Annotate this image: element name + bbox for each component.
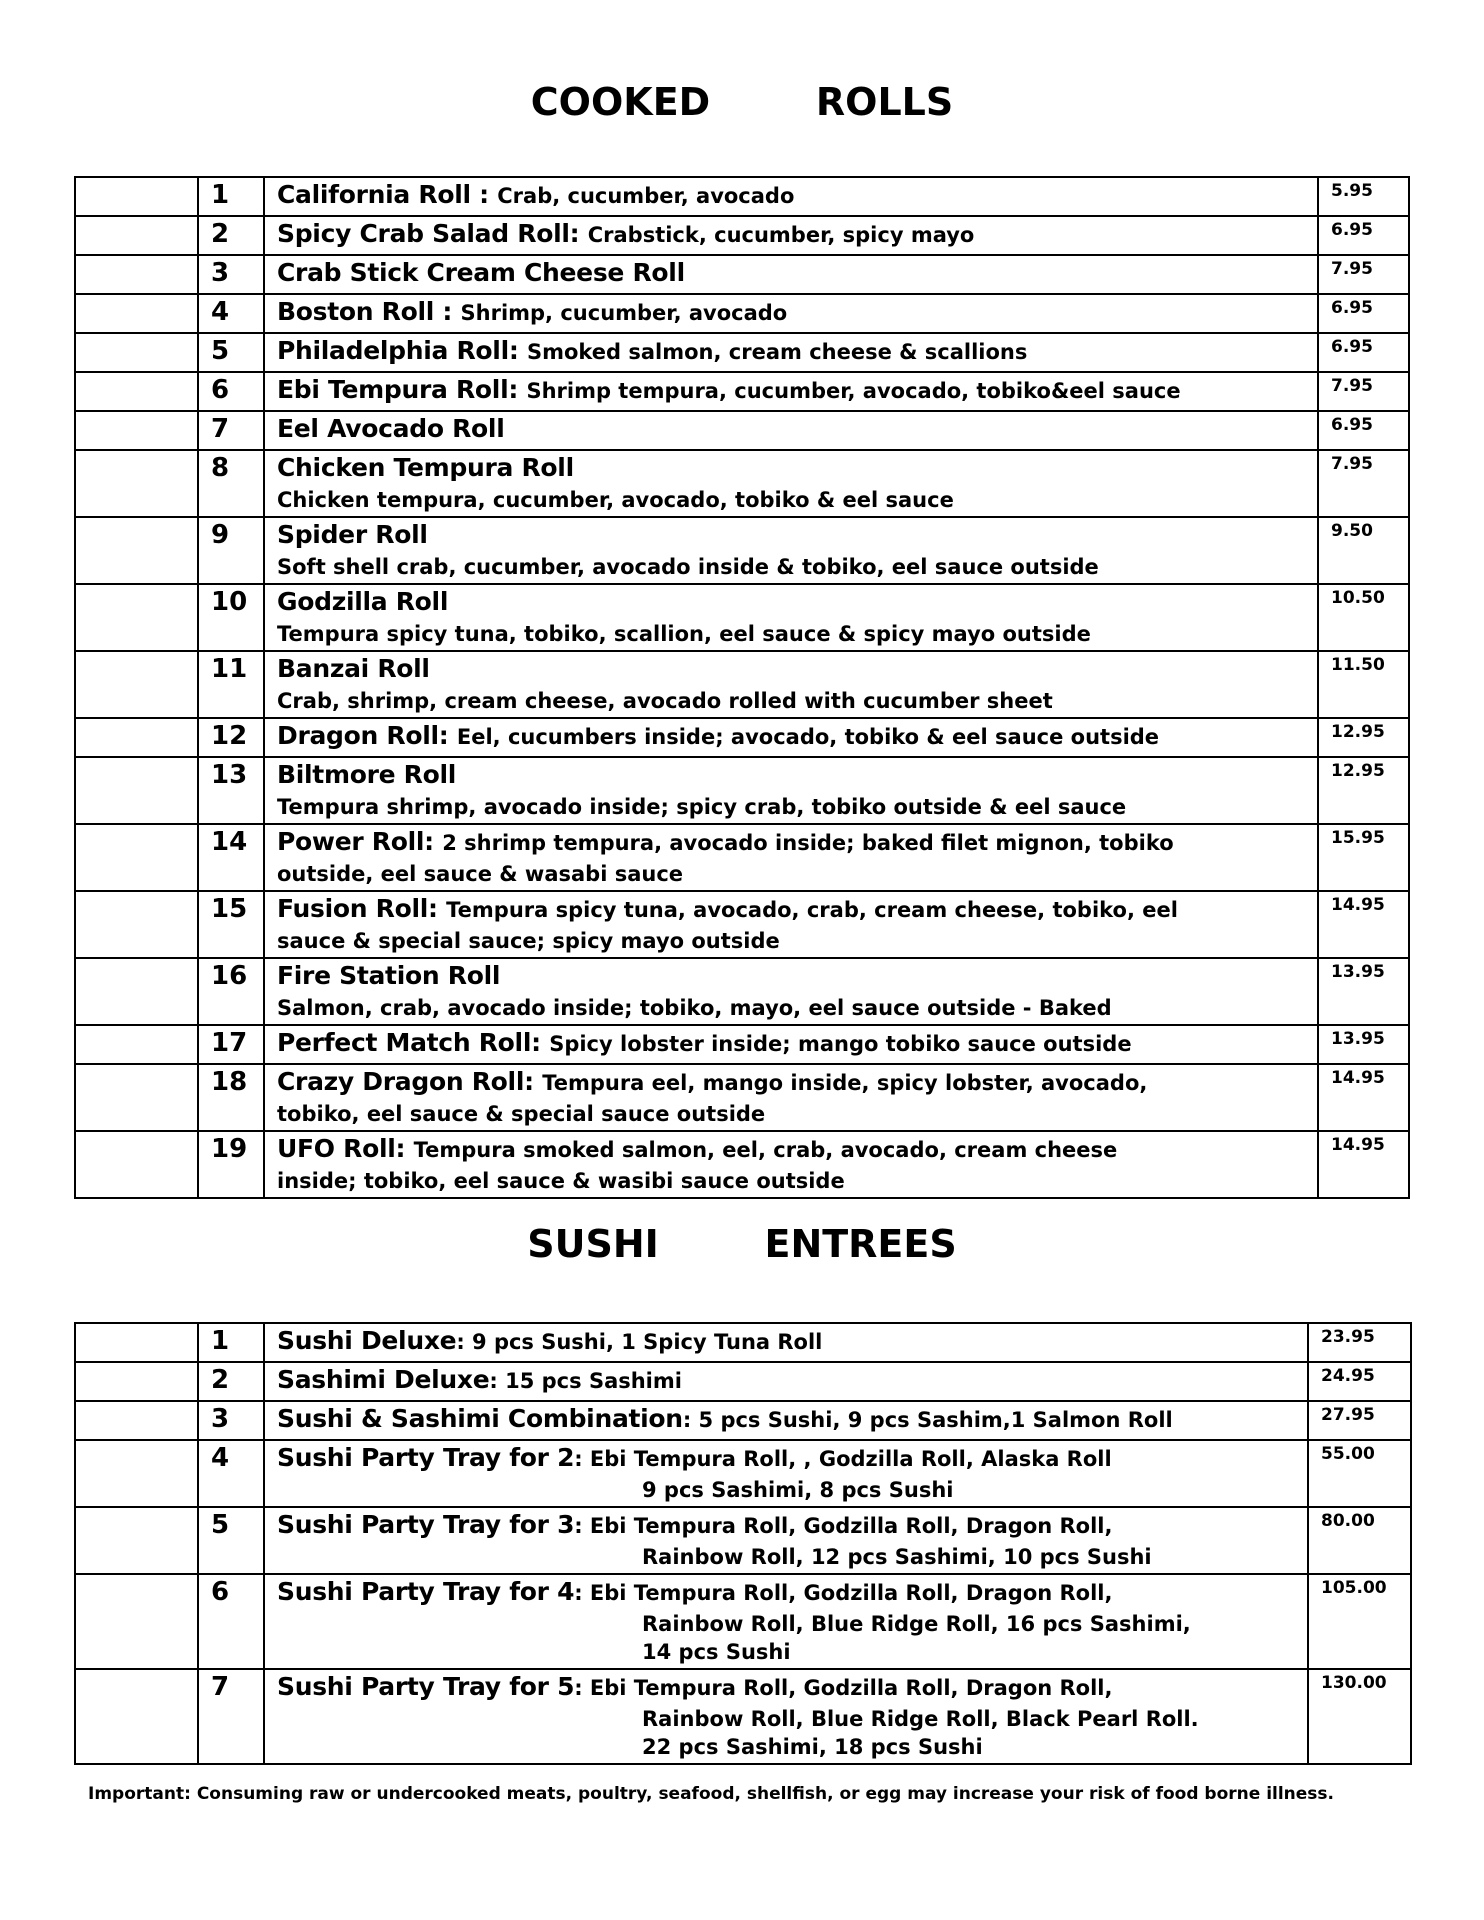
item-price: 7.95	[1318, 255, 1409, 294]
item-contents: : Ebi Tempura Roll, , Godzilla Roll, Alaska Roll	[574, 1447, 1112, 1471]
cooked-rolls-title: COOKED ROLLS	[530, 80, 954, 124]
table-row	[75, 1401, 1411, 1440]
blank-cell	[75, 372, 198, 411]
item-name: Fusion Roll:	[277, 894, 447, 923]
table-row	[75, 255, 1409, 294]
table-row	[75, 651, 1409, 718]
item-ingredients-line2: sauce & special sauce; spicy mayo outside	[277, 929, 780, 953]
blank-cell	[75, 177, 198, 216]
blank-cell	[75, 1323, 198, 1362]
table-row	[75, 1025, 1409, 1064]
item-description	[264, 651, 1318, 718]
item-description	[264, 333, 1318, 372]
item-number: 18	[198, 1064, 264, 1131]
item-number: 13	[198, 757, 264, 824]
blank-cell	[75, 255, 198, 294]
item-name: Dragon Roll:	[277, 721, 457, 750]
blank-cell	[75, 824, 198, 891]
item-contents: : 5 pcs Sushi, 9 pcs Sashim,1 Salmon Roll	[682, 1408, 1173, 1432]
item-number: 10	[198, 584, 264, 651]
table-row	[75, 177, 1409, 216]
item-description	[264, 1131, 1318, 1198]
table-row	[75, 294, 1409, 333]
item-description	[264, 757, 1318, 824]
table-row	[75, 757, 1409, 824]
item-name: Fire Station Roll	[277, 961, 501, 990]
blank-cell	[75, 1440, 198, 1507]
blank-cell	[75, 1025, 198, 1064]
item-description	[264, 1064, 1318, 1131]
item-number: 15	[198, 891, 264, 958]
item-price: 9.50	[1318, 517, 1409, 584]
item-description	[264, 718, 1318, 757]
item-name: Sushi Party Tray for 3	[277, 1510, 575, 1539]
item-number: 3	[198, 255, 264, 294]
item-description	[264, 216, 1318, 255]
item-number: 7	[198, 411, 264, 450]
item-name: Power Roll:	[277, 827, 443, 856]
item-price: 14.95	[1318, 1064, 1409, 1131]
item-number: 1	[198, 177, 264, 216]
item-name: Eel Avocado Roll	[277, 414, 505, 443]
item-description	[264, 958, 1318, 1025]
item-name: California Roll :	[277, 180, 498, 209]
blank-cell	[75, 1507, 198, 1574]
item-price: 13.95	[1318, 958, 1409, 1025]
item-number: 14	[198, 824, 264, 891]
item-contents: : 9 pcs Sushi, 1 Spicy Tuna Roll	[456, 1330, 823, 1354]
item-price: 27.95	[1308, 1401, 1411, 1440]
item-description	[264, 1669, 1308, 1764]
blank-cell	[75, 718, 198, 757]
item-contents-line: Rainbow Roll, Blue Ridge Roll, 16 pcs Sashimi,	[642, 1612, 1191, 1636]
item-description	[264, 1025, 1318, 1064]
item-price: 6.95	[1318, 333, 1409, 372]
table-row	[75, 1362, 1411, 1401]
item-contents-line: 9 pcs Sashimi, 8 pcs Sushi	[642, 1478, 954, 1502]
item-number: 5	[198, 333, 264, 372]
item-ingredients: 2 shrimp tempura, avocado inside; baked filet mignon, tobiko	[442, 831, 1174, 855]
item-ingredients: Tempura spicy tuna, avocado, crab, cream cheese, tobiko, eel	[446, 898, 1178, 922]
item-number: 3	[198, 1401, 264, 1440]
item-number: 6	[198, 372, 264, 411]
item-name: Perfect Match Roll:	[277, 1028, 550, 1057]
table-row	[75, 584, 1409, 651]
item-name: Boston Roll :	[277, 297, 461, 326]
item-price: 14.95	[1318, 1131, 1409, 1198]
item-contents-line: 22 pcs Sashimi, 18 pcs Sushi	[642, 1735, 983, 1759]
item-description	[264, 517, 1318, 584]
item-price: 23.95	[1308, 1323, 1411, 1362]
item-name: Sashimi Deluxe	[277, 1365, 490, 1394]
item-description	[264, 1440, 1308, 1507]
item-ingredients: Tempura smoked salmon, eel, crab, avocado, cream cheese	[413, 1138, 1118, 1162]
item-description	[264, 824, 1318, 891]
item-description	[264, 411, 1318, 450]
item-description	[264, 372, 1318, 411]
item-name: Sushi Deluxe	[277, 1326, 457, 1355]
table-row	[75, 333, 1409, 372]
item-number: 8	[198, 450, 264, 517]
table-row	[75, 824, 1409, 891]
blank-cell	[75, 651, 198, 718]
item-price: 80.00	[1308, 1507, 1411, 1574]
item-price: 130.00	[1308, 1669, 1411, 1764]
item-ingredients: Smoked salmon, cream cheese & scallions	[526, 340, 1028, 364]
blank-cell	[75, 450, 198, 517]
item-ingredients: Crabstick, cucumber, spicy mayo	[587, 223, 975, 247]
sushi-entrees-table	[74, 1322, 1412, 1765]
item-ingredients: Tempura eel, mango inside, spicy lobster, avocado,	[542, 1071, 1148, 1095]
blank-cell	[75, 216, 198, 255]
item-name: Crazy Dragon Roll:	[277, 1067, 543, 1096]
item-number: 17	[198, 1025, 264, 1064]
blank-cell	[75, 1574, 198, 1669]
item-price: 15.95	[1318, 824, 1409, 891]
item-price: 6.95	[1318, 294, 1409, 333]
item-ingredients-line2: tobiko, eel sauce & special sauce outside	[277, 1102, 766, 1126]
item-name: Banzai Roll	[277, 654, 430, 683]
table-row	[75, 1064, 1409, 1131]
item-ingredients-line2: Tempura spicy tuna, tobiko, scallion, eel sauce & spicy mayo outside	[277, 622, 1091, 646]
item-name: Sushi Party Tray for 5	[277, 1672, 575, 1701]
item-name: Sushi Party Tray for 2	[277, 1443, 575, 1472]
item-contents: : Ebi Tempura Roll, Godzilla Roll, Dragon Roll,	[574, 1676, 1113, 1700]
table-row	[75, 216, 1409, 255]
table-row	[75, 411, 1409, 450]
blank-cell	[75, 584, 198, 651]
item-price: 12.95	[1318, 718, 1409, 757]
item-number: 19	[198, 1131, 264, 1198]
item-number: 16	[198, 958, 264, 1025]
table-row	[75, 958, 1409, 1025]
item-name: Spider Roll	[277, 520, 428, 549]
item-contents-line: 14 pcs Sushi	[642, 1640, 791, 1664]
item-description	[264, 1362, 1308, 1401]
table-row	[75, 718, 1409, 757]
item-name: Chicken Tempura Roll	[277, 453, 574, 482]
item-description	[264, 584, 1318, 651]
item-number: 9	[198, 517, 264, 584]
item-ingredients-line2: Salmon, crab, avocado inside; tobiko, mayo, eel sauce outside - Baked	[277, 996, 1112, 1020]
table-row	[75, 1507, 1411, 1574]
item-price: 12.95	[1318, 757, 1409, 824]
item-number: 1	[198, 1323, 264, 1362]
item-name: UFO Roll:	[277, 1134, 414, 1163]
item-description	[264, 1323, 1308, 1362]
item-ingredients: Shrimp, cucumber, avocado	[460, 301, 788, 325]
item-number: 12	[198, 718, 264, 757]
item-number: 2	[198, 216, 264, 255]
item-price: 24.95	[1308, 1362, 1411, 1401]
item-ingredients: Crab, cucumber, avocado	[497, 184, 795, 208]
item-description	[264, 450, 1318, 517]
item-name: Sushi & Sashimi Combination	[277, 1404, 683, 1433]
table-row	[75, 1574, 1411, 1669]
table-row	[75, 891, 1409, 958]
item-number: 6	[198, 1574, 264, 1669]
table-row	[75, 1669, 1411, 1764]
item-ingredients-line2: inside; tobiko, eel sauce & wasibi sauce outside	[277, 1169, 845, 1193]
blank-cell	[75, 1362, 198, 1401]
item-ingredients: Eel, cucumbers inside; avocado, tobiko & eel sauce outside	[456, 725, 1160, 749]
item-name: Ebi Tempura Roll:	[277, 375, 527, 404]
item-contents-line: Rainbow Roll, 12 pcs Sashimi, 10 pcs Sushi	[642, 1545, 1152, 1569]
table-row	[75, 1323, 1411, 1362]
item-ingredients: Shrimp tempura, cucumber, avocado, tobiko&eel sauce	[526, 379, 1181, 403]
item-name: Godzilla Roll	[277, 587, 449, 616]
table-row	[75, 517, 1409, 584]
item-price: 6.95	[1318, 411, 1409, 450]
table-row	[75, 1131, 1409, 1198]
item-ingredients-line2: Chicken tempura, cucumber, avocado, tobiko & eel sauce	[277, 488, 954, 512]
cooked-rolls-table	[74, 176, 1410, 1199]
item-price: 6.95	[1318, 216, 1409, 255]
blank-cell	[75, 517, 198, 584]
item-number: 5	[198, 1507, 264, 1574]
item-contents: : Ebi Tempura Roll, Godzilla Roll, Dragon Roll,	[574, 1514, 1113, 1538]
item-description	[264, 177, 1318, 216]
item-description	[264, 294, 1318, 333]
blank-cell	[75, 1131, 198, 1198]
item-number: 7	[198, 1669, 264, 1764]
item-description	[264, 891, 1318, 958]
table-row	[75, 372, 1409, 411]
blank-cell	[75, 958, 198, 1025]
blank-cell	[75, 411, 198, 450]
blank-cell	[75, 891, 198, 958]
food-safety-notice: Important: Consuming raw or undercooked meats, poultry, seafood, shellfish, or egg may increase your risk of food borne illness.	[88, 1784, 1334, 1804]
item-price: 55.00	[1308, 1440, 1411, 1507]
item-ingredients-line2: Tempura shrimp, avocado inside; spicy crab, tobiko outside & eel sauce	[277, 795, 1127, 819]
table-row	[75, 1440, 1411, 1507]
item-name: Spicy Crab Salad Roll:	[277, 219, 588, 248]
item-ingredients-line2: Crab, shrimp, cream cheese, avocado rolled with cucumber sheet	[277, 689, 1053, 713]
item-number: 4	[198, 294, 264, 333]
item-description	[264, 1574, 1308, 1669]
item-price: 11.50	[1318, 651, 1409, 718]
item-number: 4	[198, 1440, 264, 1507]
item-ingredients-line2: outside, eel sauce & wasabi sauce	[277, 862, 684, 886]
item-name: Biltmore Roll	[277, 760, 457, 789]
item-price: 7.95	[1318, 372, 1409, 411]
item-description	[264, 255, 1318, 294]
item-name: Crab Stick Cream Cheese Roll	[277, 258, 685, 287]
blank-cell	[75, 294, 198, 333]
item-price: 5.95	[1318, 177, 1409, 216]
item-contents: : Ebi Tempura Roll, Godzilla Roll, Dragon Roll,	[574, 1581, 1113, 1605]
item-price: 14.95	[1318, 891, 1409, 958]
item-number: 2	[198, 1362, 264, 1401]
item-price: 105.00	[1308, 1574, 1411, 1669]
item-price: 10.50	[1318, 584, 1409, 651]
blank-cell	[75, 1064, 198, 1131]
item-ingredients-line2: Soft shell crab, cucumber, avocado inside & tobiko, eel sauce outside	[277, 555, 1099, 579]
blank-cell	[75, 333, 198, 372]
item-name: Philadelphia Roll:	[277, 336, 527, 365]
item-name: Sushi Party Tray for 4	[277, 1577, 575, 1606]
blank-cell	[75, 757, 198, 824]
item-description	[264, 1507, 1308, 1574]
sushi-entrees-title: SUSHI ENTREES	[527, 1222, 957, 1266]
blank-cell	[75, 1401, 198, 1440]
item-number: 11	[198, 651, 264, 718]
blank-cell	[75, 1669, 198, 1764]
item-ingredients: Spicy lobster inside; mango tobiko sauce outside	[549, 1032, 1132, 1056]
item-price: 13.95	[1318, 1025, 1409, 1064]
item-price: 7.95	[1318, 450, 1409, 517]
item-contents-line: Rainbow Roll, Blue Ridge Roll, Black Pearl Roll.	[642, 1707, 1199, 1731]
item-description	[264, 1401, 1308, 1440]
item-contents: : 15 pcs Sashimi	[489, 1369, 682, 1393]
table-row	[75, 450, 1409, 517]
